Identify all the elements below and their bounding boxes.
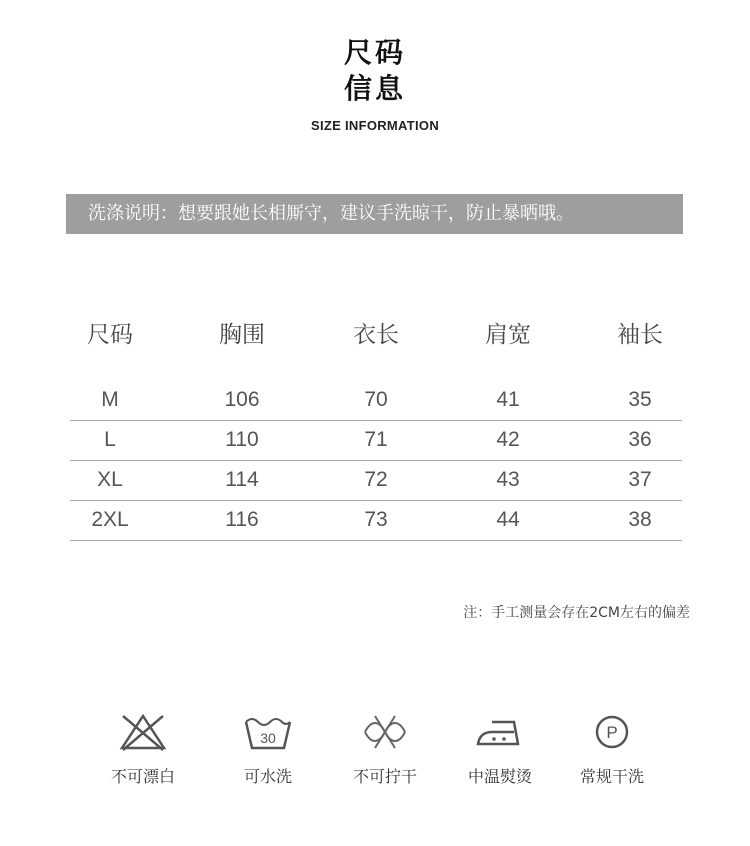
column-header-chest: 胸围 xyxy=(219,322,265,348)
cell-chest: 106 xyxy=(224,388,260,411)
care-item-wash-30 xyxy=(218,710,318,787)
cell-shoulder: 44 xyxy=(496,508,520,531)
page-title-line1: 尺码 xyxy=(343,36,406,69)
cell-size: M xyxy=(101,388,119,411)
care-label: 不可漂白 xyxy=(110,767,175,786)
cell-shoulder: 41 xyxy=(496,388,520,411)
care-label: 中温熨烫 xyxy=(467,767,532,786)
care-item-no-bleach xyxy=(93,710,193,787)
table-row xyxy=(70,421,682,461)
cell-sleeve: 36 xyxy=(628,428,652,451)
wash-temperature: 30 xyxy=(260,730,276,746)
size-table-body xyxy=(70,381,682,541)
table-row xyxy=(70,461,682,501)
cell-chest: 114 xyxy=(225,468,259,491)
cell-size: 2XL xyxy=(91,508,129,531)
care-label: 不可拧干 xyxy=(352,767,417,786)
care-item-dry-clean xyxy=(562,710,662,787)
cell-shoulder: 43 xyxy=(496,468,520,491)
cell-sleeve: 35 xyxy=(628,388,652,411)
table-row xyxy=(70,501,682,541)
column-header-length: 衣长 xyxy=(353,322,399,348)
size-table xyxy=(70,316,682,531)
dry-clean-p-icon xyxy=(586,710,638,754)
care-label: 常规干洗 xyxy=(579,767,644,786)
wash-30-icon xyxy=(242,710,294,754)
cell-sleeve: 37 xyxy=(628,468,652,491)
cell-size: L xyxy=(104,428,116,451)
cell-length: 72 xyxy=(364,468,388,491)
table-row xyxy=(70,381,682,421)
cell-length: 70 xyxy=(364,388,388,411)
wash-instruction-banner: 洗涤说明：想要跟她长相厮守，建议手洗晾干，防止暴晒哦。 xyxy=(66,194,683,234)
cell-shoulder: 42 xyxy=(496,428,520,451)
measurement-note: 注：手工测量会存在2CM左右的偏差 xyxy=(463,605,690,621)
column-header-shoulder: 肩宽 xyxy=(485,322,531,348)
page-subtitle: SIZE INFORMATION xyxy=(310,118,440,133)
column-header-size: 尺码 xyxy=(87,322,133,348)
care-item-no-wring xyxy=(335,710,435,787)
care-item-iron-medium xyxy=(450,710,550,787)
dry-clean-symbol: P xyxy=(606,723,618,742)
cell-size: XL xyxy=(97,468,123,491)
cell-sleeve: 38 xyxy=(628,508,652,531)
iron-medium-icon xyxy=(474,710,526,754)
page-title-line2: 信息 xyxy=(343,72,406,105)
no-bleach-icon xyxy=(117,710,169,754)
cell-length: 73 xyxy=(364,508,388,531)
cell-chest: 116 xyxy=(225,508,259,531)
cell-length: 71 xyxy=(364,428,388,451)
size-table-header xyxy=(70,316,682,356)
no-wring-icon xyxy=(359,710,411,754)
column-header-sleeve: 袖长 xyxy=(617,322,663,348)
care-label: 可水洗 xyxy=(243,767,292,786)
cell-chest: 110 xyxy=(225,428,259,451)
